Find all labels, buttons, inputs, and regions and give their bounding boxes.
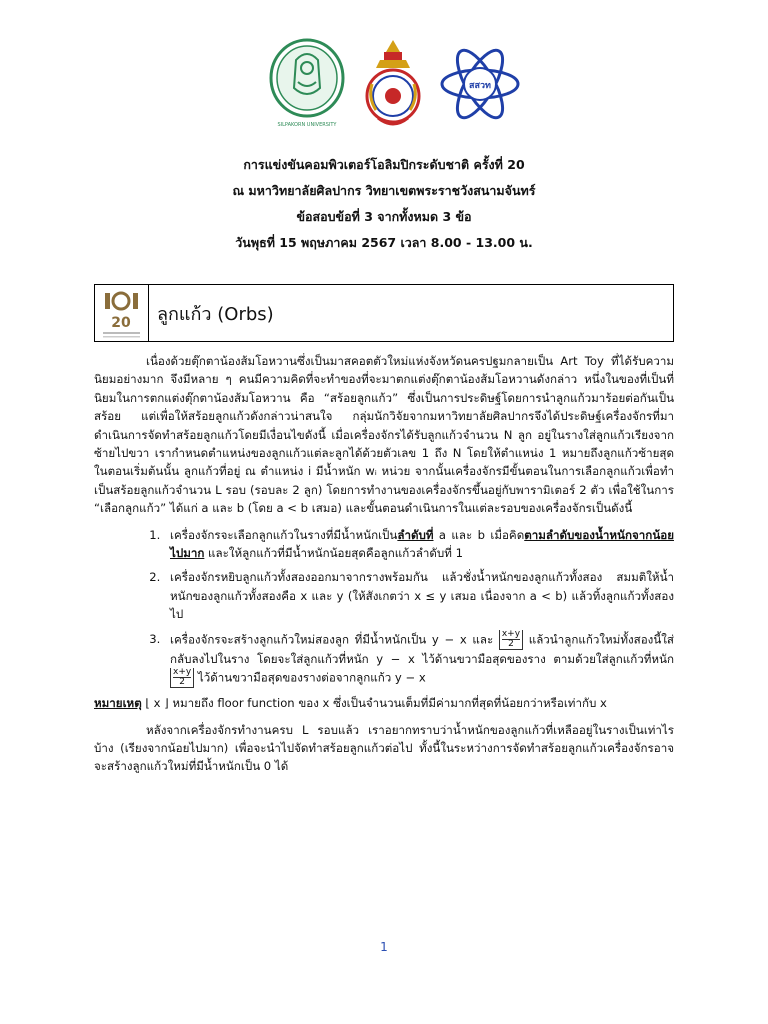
step-1-emphasis-2: ตามลำดับของน้ำหนักจากน้อยไปมาก	[170, 527, 674, 561]
step-1-text-a: เครื่องจักรจะเลือกลูกแก้วในรางที่มีน้ำหนักเป็น	[170, 527, 398, 542]
ipst-logo-text: สสวท	[469, 81, 491, 91]
header-line-2: ณ มหาวิทยาลัยศิลปากร วิทยาเขตพระราชวังสนามจันทร์	[232, 183, 536, 198]
step-1	[164, 526, 674, 563]
toi20-icon-number: 20	[111, 315, 131, 331]
problem-title-box	[94, 284, 674, 342]
toi20-icon	[95, 285, 148, 341]
step-2: 2. เครื่องจักรหยิบลูกแก้วทั้งสองออกมาจากรางพร้อมกัน แล้วชั่งน้ำหนักของลูกแก้วทั้งสอง สมมติให้น้ำหนักของลูกแก้วทั้งสองคือ x และ y (ให้สังเกตว่า x ≤ y เสมอ เนื่องจาก a < b) แล้วทิ้งลูกแก้วทั้งสองไป	[164, 568, 674, 623]
page-number: 1	[380, 940, 388, 954]
header-line-1: การแข่งขันคอมพิวเตอร์โอลิมปิกระดับชาติ ครั้งที่ 20	[243, 157, 525, 172]
step-3	[164, 630, 674, 688]
step-list	[94, 526, 674, 688]
floor-fraction-2	[170, 668, 194, 688]
step-1-emphasis-1: ลำดับที่	[397, 527, 434, 542]
floor-fraction-1	[499, 630, 523, 650]
olympiad-logo	[358, 38, 428, 130]
fraction-numerator: x+y	[501, 628, 521, 639]
problem-body	[94, 352, 674, 776]
silpakorn-logo	[268, 38, 346, 130]
fraction-numerator: x+y	[173, 667, 192, 678]
note-text: ⌊ x ⌋ หมายถึง floor function ของ x ซึ่งเป็นจำนวนเต็มที่มีค่ามากที่สุดที่น้อยกว่าหรือเท่ากับ x	[141, 696, 607, 711]
header-line-4: วันพุธที่ 15 พฤษภาคม 2567 เวลา 8.00 - 13.00 น.	[235, 235, 533, 250]
intro-paragraph: เนื่องด้วยตุ๊กตาน้องส้มโอหวานซึ่งเป็นมาสคอตตัวใหม่แห่งจังหวัดนครปฐมกลายเป็น Art Toy ที่ได้รับความนิยมอย่างมาก จึงมีหลาย ๆ คนมีความคิดที่จะทำของที่จะมาตกแต่งตุ๊กตาน้องส้มโอหวานดังกล่าว หนึ่งในของที่เป็นที่นิยมในการตกแต่งตุ๊กตาน้องส้มโอหวาน คือ “สร้อยลูกแก้ว” ซึ่งเป็นการประดิษฐ์โดยการนำลูกแก้วมาร้อยต่อกันเป็นสร้อย แต่เพื่อให้สร้อยลูกแก้วดังกล่าวน่าสนใจ กลุ่มนักวิจัยจากมหาวิทยาลัยศิลปากรจึงได้ประดิษฐ์เครื่องจักรที่มาดำเนินการจัดทำสร้อยลูกแก้วโดยมีเงื่อนไขดังนี้ เมื่อเครื่องจักรได้รับลูกแก้วจำนวน N ลูก อยู่ในรางใส่ลูกแก้วเรียงจากซ้ายไปขวา เรากำหนดตำแหน่งของลูกแก้วแต่ละลูกได้ด้วยตัวเลข 1 ถึง N โดยให้ตำแหน่ง 1 หมายถึงลูกแก้วซ้ายสุด ในตอนเริ่มต้นนั้น ลูกแก้วที่อยู่ ณ ตำแหน่ง i มีน้ำหนัก wᵢ หน่วย จากนั้นเครื่องจักรมีขั้นตอนในการเลือกลูกแก้วเพื่อทำเป็นสร้อยลูกแก้วจำนวน L รอบ (รอบละ 2 ลูก) โดยการทำงานของเครื่องจักรขึ้นอยู่กับพารามิเตอร์ 2 ตัว เพื่อใช้ในการ “เลือกลูกแก้ว” ได้แก่ a และ b (โดย a < b เสมอ) และขั้นตอนดำเนินการในแต่ละรอบของเครื่องจักรเป็นดังนี้	[94, 354, 674, 516]
step-1-text-b: a และ b เมื่อคิด	[433, 527, 525, 542]
note-paragraph	[94, 694, 674, 712]
header-line-3: ข้อสอบข้อที่ 3 จากทั้งหมด 3 ข้อ	[296, 209, 472, 224]
step-3-text-b: แล้วนำลูกแก้วใหม่ทั้งสองนี้ใส่กลับลงไปในราง โดยจะใส่ลูกแก้วที่หนัก y − x ไว้ด้านขวามือสุดของราง ตามด้วยใส่ลูกแก้วที่หนัก	[170, 632, 674, 666]
problem-icon-cell	[95, 285, 149, 341]
fraction-denominator: 2	[179, 677, 185, 688]
fraction-denominator: 2	[508, 638, 514, 649]
step-3-text-a: เครื่องจักรจะสร้างลูกแก้วใหม่สองลูก ที่มีน้ำหนักเป็น y − x และ	[170, 632, 499, 647]
closing-paragraph: หลังจากเครื่องจักรทำงานครบ L รอบแล้ว เราอยากทราบว่าน้ำหนักของลูกแก้วที่เหลืออยู่ในรางเป็นเท่าไรบ้าง (เรียงจากน้อยไปมาก) เพื่อจะนำไปจัดทำสร้อยลูกแก้วต่อไป ทั้งนี้ในระหว่างการจัดทำสร้อยลูกแก้วเครื่องจักรอาจจะสร้างลูกแก้วใหม่ที่มีน้ำหนักเป็น 0 ได้	[94, 722, 674, 774]
logo-row	[0, 38, 768, 138]
step-1-text-c: และให้ลูกแก้วที่มีน้ำหนักน้อยสุดคือลูกแก้วลำดับที่ 1	[204, 546, 463, 561]
problem-title: ลูกแก้ว (Orbs)	[157, 304, 274, 325]
silpakorn-caption: SILPAKORN UNIVERSITY	[277, 122, 337, 128]
note-label: หมายเหตุ	[94, 696, 142, 711]
ipst-logo	[440, 38, 520, 130]
step-3-text-c: ไว้ด้านขวามือสุดของรางต่อจากลูกแก้ว y − x	[194, 670, 426, 685]
exam-header	[0, 152, 768, 256]
